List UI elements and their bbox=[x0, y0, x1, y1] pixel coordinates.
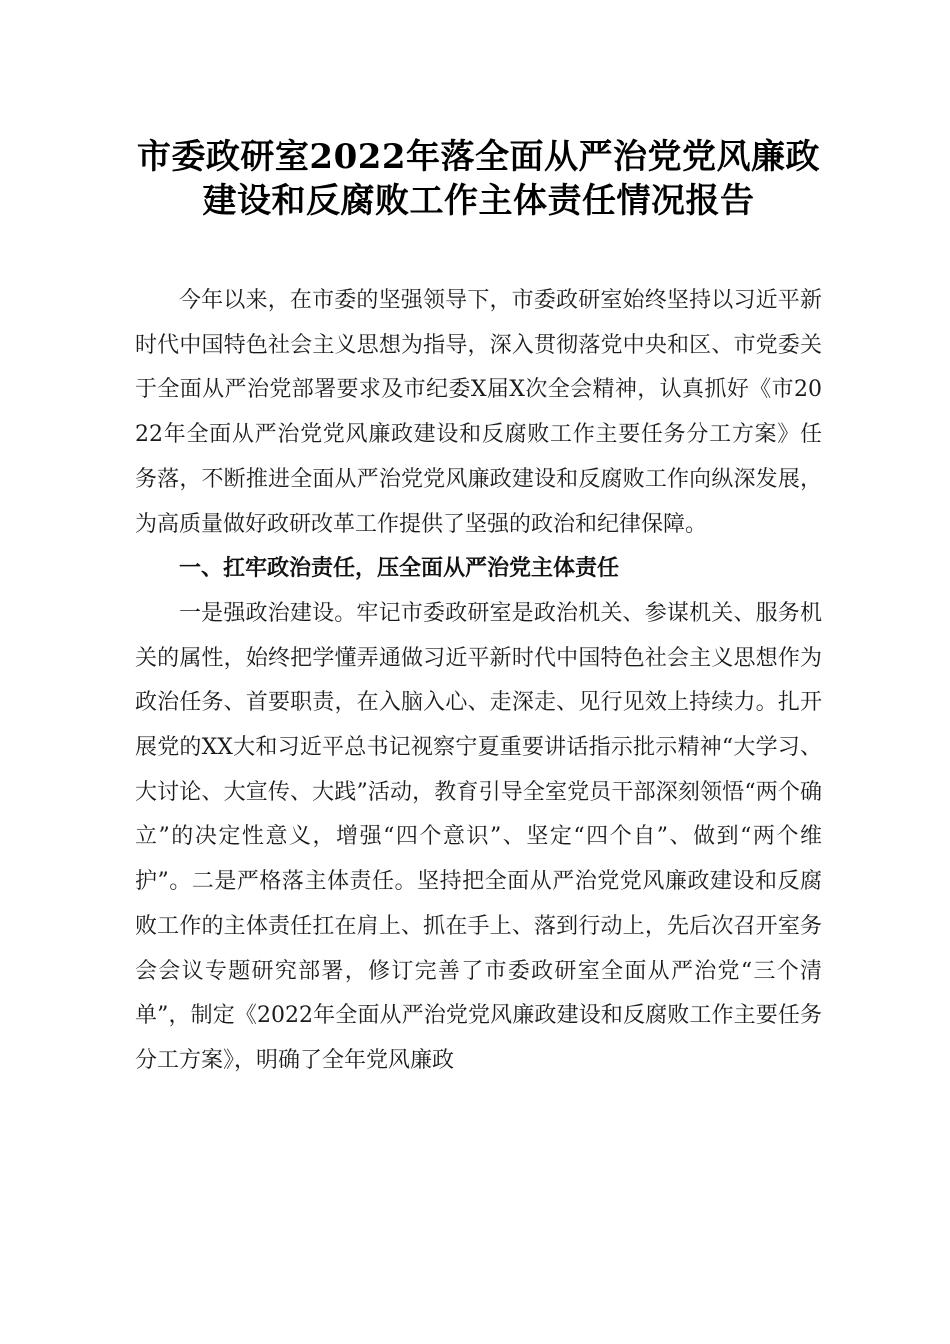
intro-paragraph: 今年以来，在市委的坚强领导下，市委政研室始终坚持以习近平新时代中国特色社会主义思想为指导，深入贯彻落党中央和区、市党委关于全面从严治党部署要求及市纪委X届X次全会精神，认真抓好《市2022年全面从严治党党风廉政建设和反腐败工作主要任务分工方案》任务落，不断推进全面从严治党党风廉政建设和反腐败工作向纵深发展，为高质量做好政研改革工作提供了坚强的政治和纪律保障。 bbox=[135, 288, 822, 537]
section-heading: 一、扛牢政治责任，压全面从严治党主体责任 bbox=[179, 556, 620, 582]
section-paragraph: 一是强政治建设。牢记市委政研室是政治机关、参谋机关、服务机关的属性，始终把学懂弄通做习近平新时代中国特色社会主义思想作为政治任务、首要职责，在入脑入心、走深走、见行见效上持续力。扎开展党的XX大和习近平总书记视察宁夏重要讲话指示批示精神“大学习、大讨论、大宣传、大践”活动，教育引导全室党员干部深刻领悟“两个确立”的决定性意义，增强“四个意识”、坚定“四个自”、做到“两个维护”。二是严格落主体责任。坚持把全面从严治党党风廉政建设和反腐败工作的主体责任扛在肩上、抓在手上、落到行动上，先后次召开室务会会议专题研究部署，修订完善了市委政研室全面从严治党“三个清单”，制定《2022年全面从严治党党风廉政建设和反腐败工作主要任务分工方案》，明确了全年党风廉政 bbox=[135, 600, 822, 1073]
title-line-1: 市委政研室2022年落全面从严治党党风廉政 bbox=[136, 137, 821, 177]
document-body bbox=[135, 279, 822, 1084]
document-title bbox=[135, 135, 822, 223]
title-line-2: 建设和反腐败工作主体责任情况报告 bbox=[202, 181, 755, 221]
